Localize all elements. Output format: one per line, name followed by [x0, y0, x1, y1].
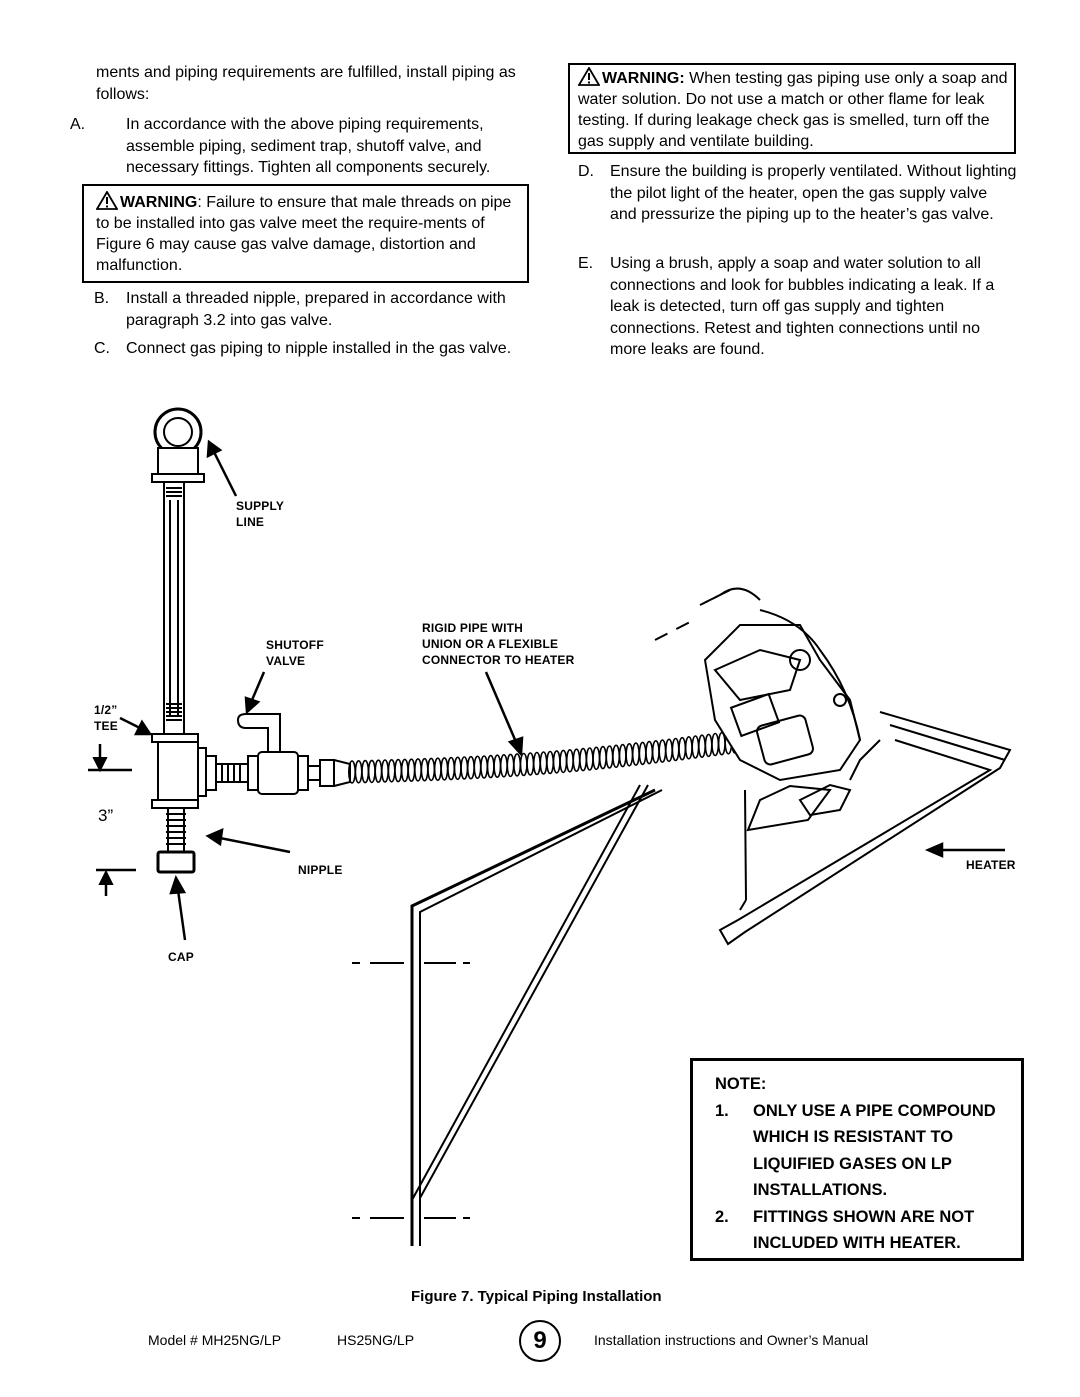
connector-coil	[527, 753, 533, 775]
step-d-text: Ensure the building is properly ventilated. Without lighting the pilot light of the heater, open the gas supply valve and pressurize the piping up to the heater’s gas valve.	[610, 163, 1017, 223]
connector-coil	[468, 757, 474, 779]
connector-coil	[507, 754, 513, 776]
footer-model-2: HS25NG/LP	[337, 1332, 415, 1348]
connector-coil	[580, 749, 586, 771]
step-b-text: Install a threaded nipple, prepared in accordance with paragraph 3.2 into gas valve.	[126, 290, 506, 329]
note-box	[690, 1058, 1024, 1261]
connector-coil	[633, 743, 639, 765]
label-nipple: NIPPLE	[298, 863, 343, 877]
connector-coil	[455, 757, 461, 779]
connector-coil	[606, 746, 612, 768]
connector-coil	[587, 748, 593, 770]
warning-text: : Failure to ensure that male threads on pipe to be installed into gas valve meet the require-ments of Figure 6 may cause gas valve damage, distortion and malfunction.	[96, 194, 512, 274]
connector-coil	[639, 742, 645, 764]
connector-coil	[388, 760, 394, 782]
connector-coil	[375, 760, 381, 782]
warning-label: WARNING	[120, 194, 198, 211]
connector-coil	[395, 760, 401, 782]
connector-coil	[646, 742, 652, 764]
step-d-letter: D.	[578, 163, 594, 180]
connector-coil	[686, 737, 692, 759]
connector-coil	[494, 755, 500, 777]
step-a-text: In accordance with the above piping requirements, assemble piping, sediment trap, shutoff valve, and necessary fittings. Tighten all components securely.	[126, 116, 491, 176]
label-heater: HEATER	[966, 858, 1016, 872]
label-cap: CAP	[168, 950, 194, 964]
connector-coil	[488, 756, 494, 778]
note-item-1	[715, 1098, 1007, 1204]
connector-coil	[692, 736, 698, 758]
label-shutoff-1: SHUTOFF	[266, 638, 324, 652]
label-three-inch: 3”	[98, 806, 114, 825]
note-item-2-num: 2.	[715, 1207, 729, 1226]
note-item-2-text: FITTINGS SHOWN ARE NOT INCLUDED WITH HEATER.	[753, 1207, 975, 1252]
label-rigid-2: UNION OR A FLEXIBLE	[422, 637, 559, 651]
cap	[158, 852, 194, 872]
connector-coil	[659, 740, 665, 762]
footer-manual-title: Installation instructions and Owner’s Manual	[594, 1332, 869, 1348]
connector-coil	[501, 755, 507, 777]
connector-coil	[355, 761, 361, 783]
step-c-text: Connect gas piping to nipple installed in the gas valve.	[126, 340, 512, 357]
supply-pipe	[164, 482, 184, 734]
connector-coil	[408, 759, 414, 781]
connector-coil	[448, 758, 454, 780]
connector-coil	[613, 745, 619, 767]
connector-coil	[672, 739, 678, 761]
note-item-1-num: 1.	[715, 1101, 729, 1120]
step-c-letter: C.	[94, 340, 110, 357]
step-e-text: Using a brush, apply a soap and water solution to all connections and look for bubbles indicating a leak. If a leak is detected, turn off gas supply and tighten connections. Retest and tighten connections until no more leaks are found.	[610, 255, 995, 358]
connector-coil	[705, 734, 711, 756]
label-tee	[94, 702, 118, 734]
connector-coil	[547, 752, 553, 774]
label-supply-line	[236, 498, 284, 530]
label-rigid-3: CONNECTOR TO HEATER	[422, 653, 575, 667]
connector-coil	[369, 760, 375, 782]
label-supply-line-1: SUPPLY	[236, 499, 285, 513]
connector-coil	[481, 756, 487, 778]
flexible-connector	[349, 731, 738, 783]
step-e-letter: E.	[578, 255, 594, 272]
connector-coil	[560, 750, 566, 772]
note-item-1-text: ONLY USE A PIPE COMPOUND WHICH IS RESISTANT TO LIQUIFIED GASES ON LP INSTALLATIONS.	[753, 1101, 996, 1199]
step-b-letter: B.	[94, 290, 110, 307]
connector-coil	[626, 744, 632, 766]
shutoff-valve	[258, 752, 298, 794]
heater-stand	[412, 790, 655, 1246]
note-heading: NOTE:	[715, 1075, 767, 1093]
connector-coil	[620, 745, 626, 767]
connector-coil	[421, 759, 427, 781]
connector-coil	[474, 756, 480, 778]
connector-coil	[600, 747, 606, 769]
connector-coil	[435, 758, 441, 780]
connector-coil	[554, 751, 560, 773]
connector-coil	[679, 738, 685, 760]
label-supply-line-2: LINE	[236, 515, 265, 529]
label-rigid-1: RIGID PIPE WITH	[422, 621, 524, 635]
connector-coil	[461, 757, 467, 779]
step-a-letter: A.	[70, 116, 86, 133]
connector-coil	[573, 749, 579, 771]
warning-label: WARNING:	[602, 70, 685, 87]
connector-coil	[699, 735, 705, 757]
intro-text: ments and piping requirements are fulfilled, install piping as follows:	[96, 64, 516, 103]
label-tee-1: 1/2”	[94, 703, 118, 717]
connector-coil	[666, 739, 672, 761]
connector-coil	[534, 753, 540, 775]
connector-coil	[593, 747, 599, 769]
footer-model: Model # MH25NG/LP	[148, 1332, 282, 1348]
heater-gas-valve	[705, 625, 860, 780]
note-item-2	[715, 1204, 1007, 1257]
connector-coil	[514, 754, 520, 776]
connector-coil	[362, 761, 368, 783]
connector-coil	[712, 734, 718, 756]
connector-coil	[428, 758, 434, 780]
connector-coil	[441, 758, 447, 780]
label-shutoff-2: VALVE	[266, 654, 306, 668]
connector-coil	[521, 754, 527, 776]
connector-coil	[382, 760, 388, 782]
connector-coil	[415, 759, 421, 781]
warning-text: When testing gas piping use only a soap and water solution. Do not use a match or other flame for leak testing. If during leakage check gas is smelled, turn off the gas supply and ventilate building.	[578, 70, 1008, 150]
label-tee-2: TEE	[94, 719, 118, 733]
label-shutoff-valve	[266, 637, 324, 669]
label-rigid-pipe	[422, 620, 574, 668]
connector-coil	[540, 752, 546, 774]
connector-coil	[653, 741, 659, 763]
figure-caption: Figure 7. Typical Piping Installation	[411, 1288, 662, 1305]
connector-coil	[402, 759, 408, 781]
tee-fitting	[158, 742, 198, 800]
connector-coil	[567, 750, 573, 772]
page-number: 9	[519, 1320, 561, 1362]
